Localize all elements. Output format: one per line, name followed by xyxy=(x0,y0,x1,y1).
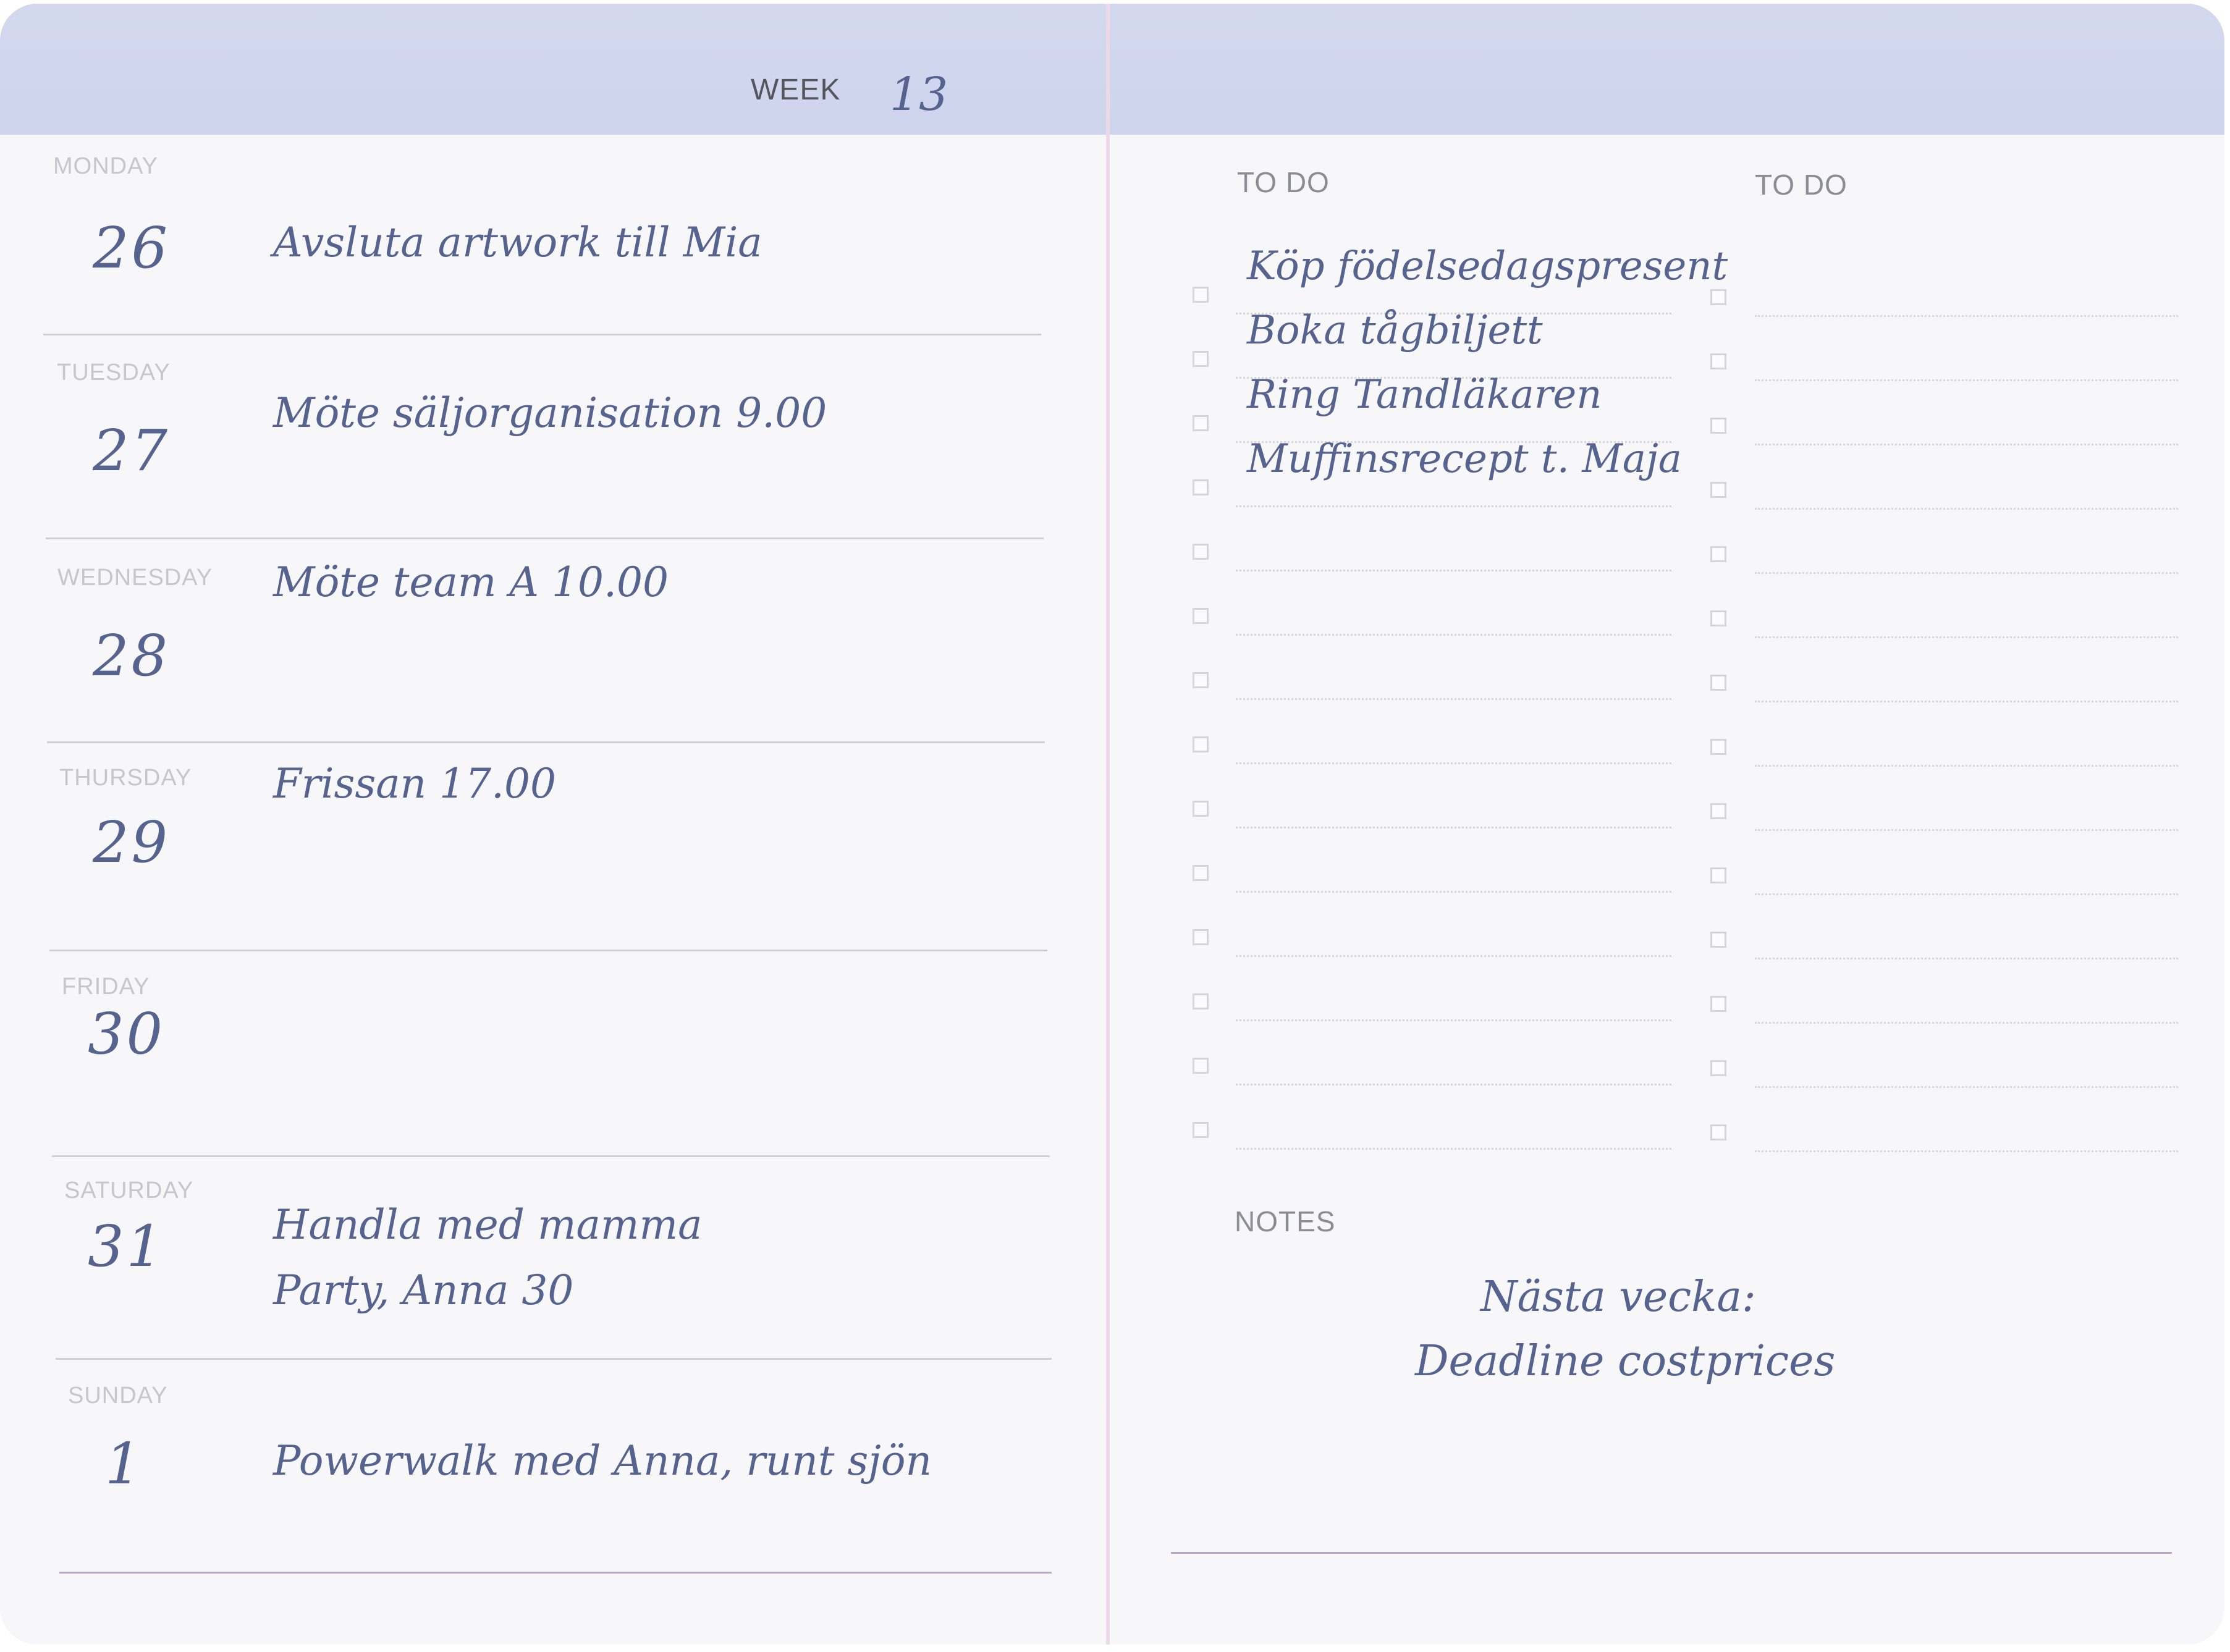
entry-monday-1[interactable]: Avsluta artwork till Mia xyxy=(273,219,762,266)
todo-checkbox[interactable] xyxy=(1193,672,1209,688)
todo-line xyxy=(1755,508,2178,510)
todo-item[interactable]: Köp födelsedagspresent xyxy=(1247,243,1728,289)
todo-checkbox[interactable] xyxy=(1710,482,1726,498)
todo-checkbox[interactable] xyxy=(1193,1122,1209,1138)
notes-line-2[interactable]: Deadline costprices xyxy=(1415,1337,1836,1386)
todo-checkbox[interactable] xyxy=(1710,803,1726,819)
day-name-wednesday: WEDNESDAY xyxy=(57,565,213,591)
notes-heading: NOTES xyxy=(1235,1205,1336,1237)
todo-line xyxy=(1236,570,1671,571)
todo-item[interactable]: Muffinsrecept t. Maja xyxy=(1247,436,1682,482)
day-name-thursday: THURSDAY xyxy=(59,765,192,791)
book-spine xyxy=(1106,4,1110,1645)
todo-checkbox[interactable] xyxy=(1710,1060,1726,1076)
entry-saturday-2[interactable]: Party, Anna 30 xyxy=(273,1266,574,1314)
day-divider xyxy=(56,1358,1052,1360)
day-name-saturday: SATURDAY xyxy=(64,1178,194,1203)
todo-checkbox[interactable] xyxy=(1710,610,1726,626)
todo-line xyxy=(1236,698,1671,700)
todo-checkbox[interactable] xyxy=(1710,353,1726,369)
todo-line xyxy=(1755,1022,2178,1024)
entry-tuesday-1[interactable]: Möte säljorganisation 9.00 xyxy=(273,389,827,437)
todo-checkbox[interactable] xyxy=(1710,675,1726,691)
day-divider xyxy=(43,334,1041,335)
todo-heading-right: TO DO xyxy=(1755,169,1848,201)
todo-checkbox[interactable] xyxy=(1193,608,1209,624)
todo-line xyxy=(1755,958,2178,959)
todo-line xyxy=(1755,1150,2178,1152)
entry-saturday-1[interactable]: Handla med mamma xyxy=(273,1201,703,1249)
todo-line xyxy=(1755,701,2178,702)
todo-checkbox[interactable] xyxy=(1710,289,1726,305)
todo-checkbox[interactable] xyxy=(1710,739,1726,755)
todo-checkbox[interactable] xyxy=(1193,736,1209,752)
todo-line xyxy=(1236,634,1671,636)
todo-checkbox[interactable] xyxy=(1710,932,1726,948)
day-number-friday: 30 xyxy=(88,1001,166,1067)
todo-line xyxy=(1755,315,2178,317)
todo-line xyxy=(1755,765,2178,767)
todo-line xyxy=(1755,893,2178,895)
page-bottom-line xyxy=(59,1572,1052,1574)
todo-checkbox[interactable] xyxy=(1193,415,1209,431)
todo-checkbox[interactable] xyxy=(1193,865,1209,881)
day-number-thursday: 29 xyxy=(93,809,171,875)
todo-checkbox[interactable] xyxy=(1710,418,1726,434)
todo-checkbox[interactable] xyxy=(1193,544,1209,560)
todo-line xyxy=(1755,572,2178,574)
todo-checkbox[interactable] xyxy=(1710,546,1726,562)
todo-checkbox[interactable] xyxy=(1193,993,1209,1009)
todo-line xyxy=(1236,891,1671,893)
day-divider xyxy=(49,950,1047,951)
day-number-monday: 26 xyxy=(93,215,171,281)
notes-bottom-line xyxy=(1171,1552,2172,1554)
todo-line xyxy=(1236,505,1671,507)
day-number-sunday: 1 xyxy=(105,1431,144,1497)
day-divider xyxy=(52,1155,1050,1157)
todo-checkbox[interactable] xyxy=(1193,801,1209,817)
day-number-tuesday: 27 xyxy=(93,418,171,484)
todo-item[interactable]: Boka tågbiljett xyxy=(1247,308,1543,353)
todo-checkbox[interactable] xyxy=(1193,929,1209,945)
day-name-tuesday: TUESDAY xyxy=(57,360,171,386)
todo-checkbox[interactable] xyxy=(1710,1124,1726,1140)
todo-checkbox[interactable] xyxy=(1193,479,1209,495)
todo-checkbox[interactable] xyxy=(1710,867,1726,883)
week-number[interactable]: 13 xyxy=(890,68,948,121)
todo-checkbox[interactable] xyxy=(1710,996,1726,1012)
todo-line xyxy=(1236,1148,1671,1150)
todo-line xyxy=(1236,955,1671,957)
todo-line xyxy=(1236,1084,1671,1085)
todo-line xyxy=(1236,762,1671,764)
todo-checkbox[interactable] xyxy=(1193,1058,1209,1074)
todo-line xyxy=(1755,1086,2178,1088)
todo-line xyxy=(1236,1019,1671,1021)
notes-line-1[interactable]: Nästa vecka: xyxy=(1480,1273,1756,1321)
day-divider xyxy=(46,537,1044,539)
todo-checkbox[interactable] xyxy=(1193,351,1209,367)
todo-checkbox[interactable] xyxy=(1193,287,1209,303)
week-label: WEEK xyxy=(751,74,841,106)
day-divider xyxy=(47,741,1045,743)
day-number-wednesday: 28 xyxy=(93,623,171,689)
todo-line xyxy=(1755,829,2178,831)
entry-thursday-1[interactable]: Frissan 17.00 xyxy=(273,760,556,807)
day-number-saturday: 31 xyxy=(88,1213,166,1279)
todo-line xyxy=(1236,827,1671,828)
header-band-right xyxy=(1109,4,2224,135)
day-name-sunday: SUNDAY xyxy=(68,1383,168,1409)
todo-line xyxy=(1755,636,2178,638)
entry-sunday-1[interactable]: Powerwalk med Anna, runt sjön xyxy=(273,1437,932,1485)
todo-line xyxy=(1755,379,2178,381)
day-name-friday: FRIDAY xyxy=(62,974,150,1000)
day-name-monday: MONDAY xyxy=(53,153,158,179)
todo-heading-left: TO DO xyxy=(1237,166,1330,198)
todo-item[interactable]: Ring Tandläkaren xyxy=(1247,372,1602,418)
todo-line xyxy=(1755,444,2178,445)
entry-wednesday-1[interactable]: Möte team A 10.00 xyxy=(273,558,669,606)
